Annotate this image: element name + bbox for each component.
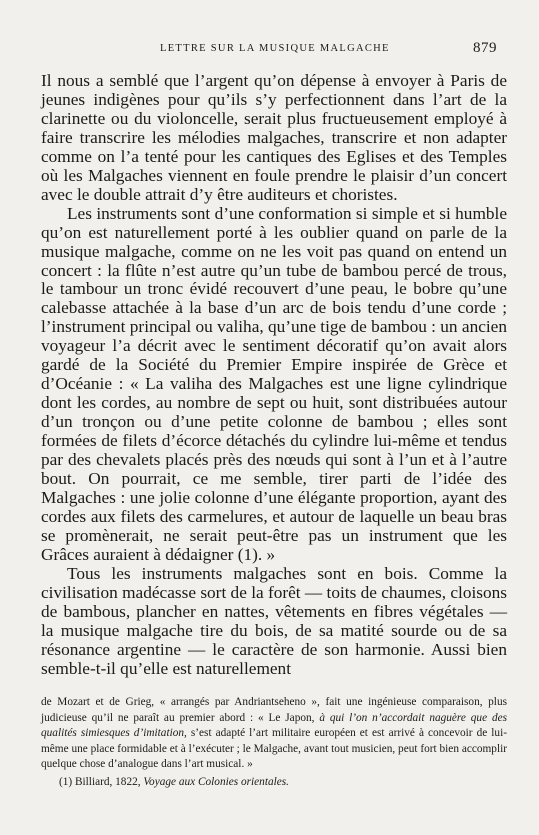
footnote-1 [41,775,507,791]
footnote-text: de Mozart et de Grieg, « arrangés par Andriantseheno », fait une ingénieuse comparaison, plus judicieuse qu’il ne paraît au premier abord : « Le Japon, [41,696,507,724]
running-head [0,40,539,60]
main-text [41,72,507,679]
page-number: 879 [473,40,497,56]
paragraph: Les instruments sont d’une conformation si simple et si humble qu’on est naturellement porté à les oublier quand on parle de la musique malgache, comme on ne les voit pas quand on entend un concert : la flûte n’est autre qu’un tube de bambou percé de trous, le tambour un tronc évidé recouvert d’une peau, le bobre qu’une calebasse attachée à la base d’un arc de bois tendu d’une corde ; l’instrument principal ou valiha, qu’une tige de bambou : un ancien voyageur l’a décrit avec le sentiment décoratif qu’on avait alors gardé de la Société du Premier Empire inspirée de Grèce et d’Océanie : « La valiha des Malgaches est une ligne cylindrique dont les cordes, au nombre de sept ou huit, sont distribuées autour d’un tronçon ou d’une petite colonne de bambou ; elles sont formées de filets d’écorce détachés du cylindre lui-même et tendus par des chevalets placés près des nœuds qui sont à l’un et à l’autre bout. On pourrait, ce me semble, tirer parti de l’idée des Malgaches : une jolie colonne d’une élégante proportion, ayant des cordes aux filets des carmelures, et autour de laquelle un beau bras se promènerait, ne serait peut-être pas un instrument que les Grâces auraient à dédaigner (1). » [41,203,507,564]
footnote-continuation [41,695,507,773]
footnote-italic-text: Voyage aux Colonies orientales. [143,775,289,788]
running-title: LETTRE SUR LA MUSIQUE MALGACHE [160,43,390,54]
footnote-text: (1) Billiard, 1822, [59,775,144,788]
paragraph: Tous les instruments malgaches sont en bois. Comme la civilisation madécasse sort de la forêt — toits de chaumes, cloisons de bambous, plancher en nattes, vêtements en fibres végétales — la musique malgache tire du bois, de sa matité sourde ou de sa résonance argentine — le caractère de son harmonie. Aussi bien semble-t-il qu’elle est naturellement [41,563,507,678]
paragraph: Il nous a semblé que l’argent qu’on dépense à envoyer à Paris de jeunes indigènes pour qu’ils s’y perfectionnent dans l’art de la clarinette ou du violoncelle, serait plus fructueusement employé à faire transcrire les mélodies malgaches, transcrire et non adapter comme on l’a tenté pour les cantiques des Eglises et des Temples où les Malgaches viennent en foule prendre le plaisir d’un concert avec le double attrait d’y être auditeurs et choristes. [41,71,507,204]
footnote-text: s’est adapté l’art militaire européen et est arrivé à concevoir de lui-même une place formidable et à l’exécuter ; le Malgache, avant tout musicien, peut fort bien accomplir quelque chose d’analogue dans l’art musical. » [41,727,507,771]
footnotes [41,695,507,791]
footnote-italic-text: à qui l’on n’accordait naguère que des qualités simiesques d’imitation, [41,711,507,740]
